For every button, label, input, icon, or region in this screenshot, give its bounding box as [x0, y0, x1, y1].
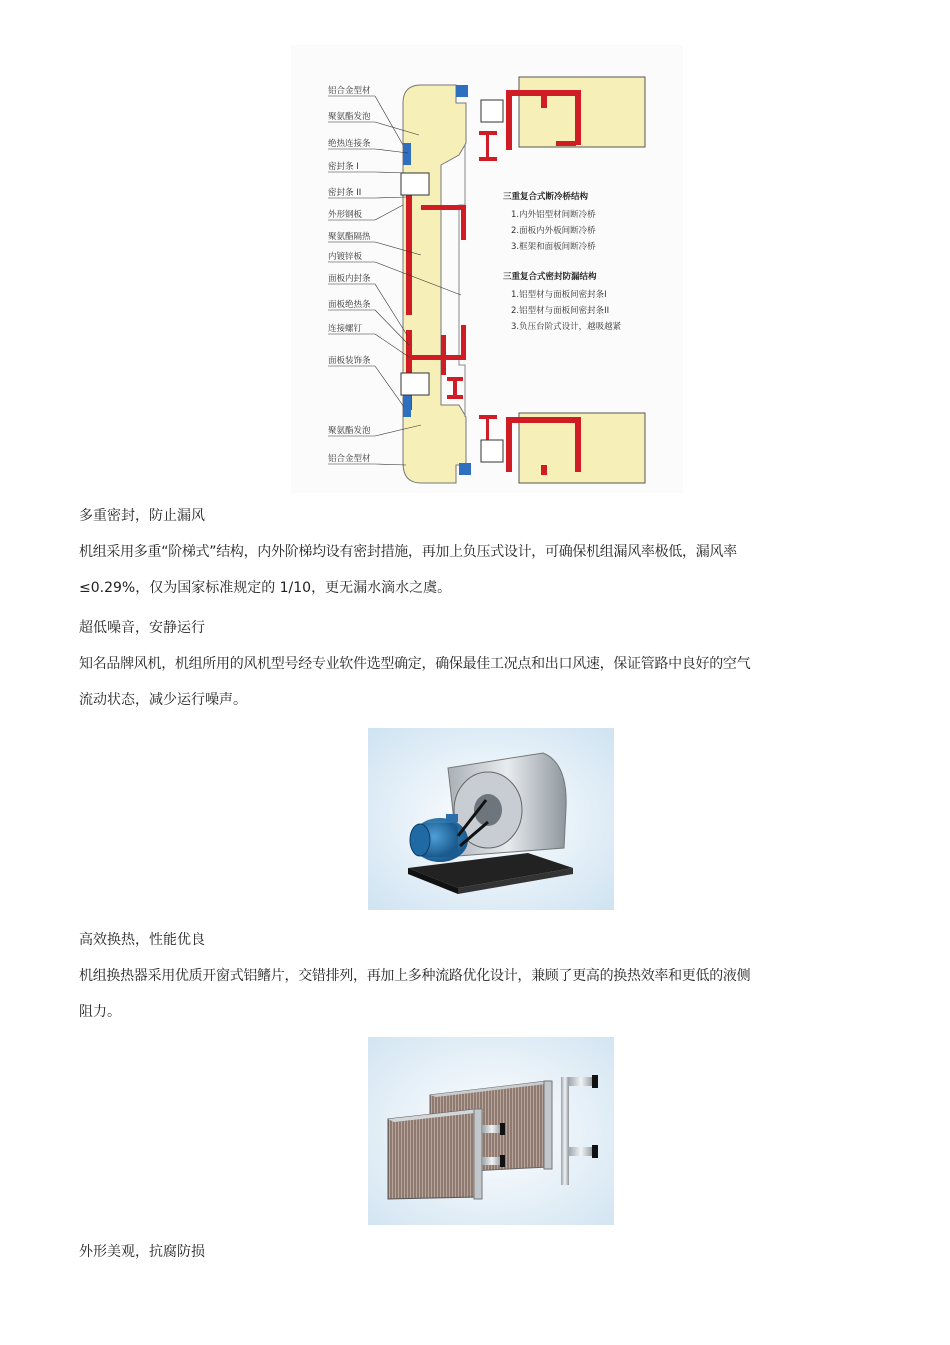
svg-text:聚氨酯发泡: 聚氨酯发泡 — [328, 112, 371, 122]
paragraph-sealing-line2: ≤0.29%，仅为国家标准规定的 1/10，更无漏水滴水之虞。 — [79, 580, 452, 596]
svg-text:1.铝型材与面板间密封条I: 1.铝型材与面板间密封条I — [511, 290, 607, 300]
section-title-sealing: 多重密封，防止漏风 — [79, 508, 205, 524]
svg-text:聚氨酯隔热: 聚氨酯隔热 — [328, 232, 371, 242]
svg-text:2.面板内外板间断冷桥: 2.面板内外板间断冷桥 — [511, 226, 596, 236]
svg-text:聚氨酯发泡: 聚氨酯发泡 — [328, 426, 371, 436]
paragraph-noise-line1: 知名品牌风机，机组所用的风机型号经专业软件选型确定，确保最佳工况点和出口风速，保证管路中良好的空气 — [79, 656, 751, 672]
svg-text:3.负压台阶式设计，越吸越紧: 3.负压台阶式设计，越吸越紧 — [511, 322, 622, 332]
paragraph-heat-line2: 阻力。 — [79, 1004, 121, 1020]
heat-exchanger-coil-image — [368, 1037, 614, 1225]
section-title-low-noise: 超低噪音，安静运行 — [79, 620, 205, 636]
svg-text:外形钢板: 外形钢板 — [328, 210, 363, 220]
svg-text:面板装饰条: 面板装饰条 — [328, 356, 371, 366]
svg-text:3.框架和面板间断冷桥: 3.框架和面板间断冷桥 — [511, 242, 596, 252]
svg-text:面板内封条: 面板内封条 — [328, 274, 371, 284]
svg-text:铝合金型材: 铝合金型材 — [328, 86, 371, 96]
svg-text:绝热连接条: 绝热连接条 — [328, 139, 371, 149]
svg-text:密封条 I: 密封条 I — [328, 162, 359, 172]
paragraph-heat-line1: 机组换热器采用优质开窗式铝鳍片，交错排列，再加上多种流路优化设计，兼顾了更高的换热效率和更低的液侧 — [79, 968, 751, 984]
svg-text:1.内外铝型材间断冷桥: 1.内外铝型材间断冷桥 — [511, 210, 596, 220]
panel-structure-diagram — [291, 45, 683, 493]
svg-text:连接螺钉: 连接螺钉 — [328, 324, 363, 334]
paragraph-sealing-line1: 机组采用多重“阶梯式”结构，内外阶梯均设有密封措施，再加上负压式设计，可确保机组漏风率极低，漏风率 — [79, 544, 737, 560]
svg-text:面板绝热条: 面板绝热条 — [328, 300, 371, 310]
svg-text:2.铝型材与面板间密封条II: 2.铝型材与面板间密封条II — [511, 306, 610, 316]
svg-text:密封条 II: 密封条 II — [328, 188, 362, 198]
fan-unit-image — [368, 728, 614, 910]
section-title-appearance: 外形美观，抗腐防损 — [79, 1244, 205, 1260]
svg-text:三重复合式密封防漏结构: 三重复合式密封防漏结构 — [503, 272, 597, 282]
svg-text:铝合金型材: 铝合金型材 — [328, 454, 371, 464]
upper-panel-foam — [519, 77, 645, 147]
section-title-heat-exchange: 高效换热，性能优良 — [79, 932, 205, 948]
paragraph-noise-line2: 流动状态，减少运行噪声。 — [79, 692, 247, 708]
svg-text:三重复合式断冷桥结构: 三重复合式断冷桥结构 — [503, 192, 589, 202]
svg-text:内镀锌板: 内镀锌板 — [328, 252, 363, 262]
lower-panel-foam — [519, 413, 645, 483]
